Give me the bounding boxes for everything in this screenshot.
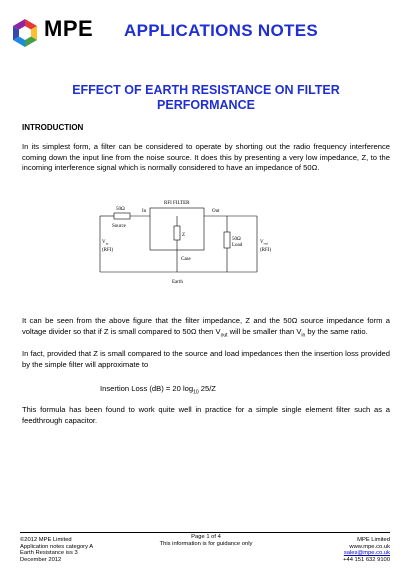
footer-left: [20, 537, 93, 563]
website-link[interactable]: www.mpe.co.uk: [349, 543, 390, 550]
company-name: MPE Limited: [357, 537, 390, 543]
filter-label: RFI FILTER: [164, 201, 190, 206]
z-label: Z: [182, 233, 186, 238]
phone-number: +44 151 632 9100: [343, 556, 390, 563]
out-label: Out: [212, 209, 220, 214]
vout-label: $V_{out}$: [260, 240, 269, 246]
paragraph-intro: In its simplest form, a filter can be considered to operate by shorting out the radio frequency interference coming down the input line from the noise source. It does this by presenting a very low impedance, Z, to the incoming interference signal which is normally considered to have an impedance of 50Ω.: [22, 142, 390, 173]
paragraph-conclusion: This formula has been found to work quite well in practice for a simple single element filter such as a feedthrough capacitor.: [22, 405, 390, 425]
mpe-logo-icon: [10, 18, 40, 48]
issue-line: Earth Resistance iss 3: [20, 550, 78, 557]
load-label: Load: [232, 243, 243, 248]
paragraph-insertion-loss: In fact, provided that Z is small compared to the source and load impedances then the insertion loss provided by the simple filter will approximate to: [22, 349, 390, 369]
vin-rfi-label: (RFI): [102, 248, 114, 253]
insertion-loss-formula: Insertion Loss (dB) = 20 $\log_{10} 25/Z$: [100, 384, 216, 396]
footer-right: [300, 537, 390, 563]
brand-name: MPE: [44, 16, 94, 41]
copyright-line: ©2012 MPE Limited: [20, 537, 72, 543]
section-heading: INTRODUCTION: [22, 123, 84, 132]
in-label: In: [142, 209, 147, 214]
earth-label: Earth: [172, 280, 183, 285]
footer-center: [130, 534, 282, 548]
page-number: Page 1 of 4: [191, 534, 221, 540]
filter-circuit-diagram: [92, 196, 322, 296]
vin-label: $V_{in}$: [102, 240, 109, 246]
date-line: December 2012: [20, 556, 62, 563]
email-link[interactable]: sales@mpe.co.uk: [343, 550, 390, 557]
document-title: EFFECT OF EARTH RESISTANCE ON FILTER PERFORMANCE: [72, 83, 340, 112]
source-label: Source: [112, 224, 126, 229]
load-resistance-value: 50Ω: [232, 237, 241, 242]
paragraph-voltage-divider: It can be seen from the above figure that the filter impedance, Z and the 50Ω source impedance form a voltage divider so that if Z is small compared to 50Ω then $V_{out}$ will be smaller than $V_{in}$ by the same ratio.: [22, 316, 390, 339]
category-line: Application notes category A: [20, 543, 94, 550]
vout-rfi-label: (RFI): [260, 248, 272, 253]
footer-divider: [20, 532, 390, 533]
source-resistance-value: 50Ω: [116, 207, 125, 212]
guidance-disclaimer: This information is for guidance only: [159, 541, 253, 547]
section-title: APPLICATIONS NOTES: [124, 21, 318, 40]
case-label: Case: [181, 257, 191, 262]
